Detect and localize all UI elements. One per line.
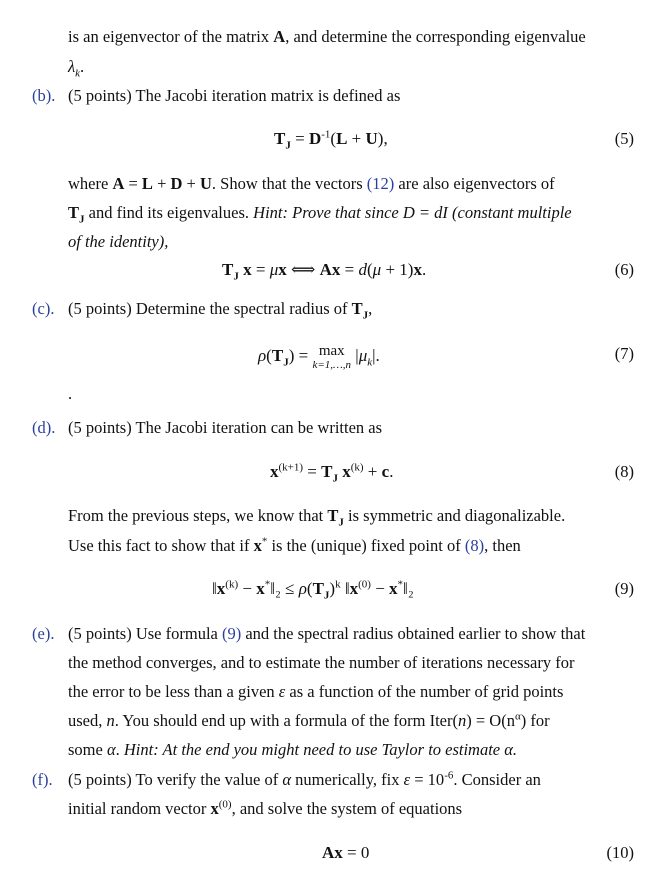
- equation-7-number: (7): [614, 344, 634, 363]
- intro-line-1: is an eigenvector of the matrix A, and determine the corresponding eigenvalue: [68, 27, 586, 46]
- part-e-line-4: used, n. You should end up with a formula of the form Iter(n) = $O(n^\alpha)$ for: [68, 710, 550, 730]
- equation-ref[interactable]: (12): [366, 174, 395, 193]
- equation-6-number: (6): [614, 260, 634, 279]
- equation-6: $T_J$ x = μx ⟺ Ax = d(μ + 1)x.: [222, 260, 427, 283]
- part-f-line-2: initial random vector $x^{(0)}$, and solve the system of equations: [68, 798, 463, 818]
- intro-line-2: $\lambda_k$.: [68, 57, 85, 80]
- part-f-line-1: (5 points) To verify the value of α numerically, fix $\varepsilon = 10^{-6}$. Consider an: [68, 769, 541, 789]
- equation-5: $T_J = D^{-1}(L + U)$,: [274, 128, 388, 152]
- part-e-label: (e).: [32, 624, 55, 643]
- equation-ref[interactable]: (9): [221, 624, 242, 643]
- part-b-label: (b).: [32, 86, 56, 105]
- part-d-text-b: Use this fact to show that if x* is the (unique) fixed point of (8), then: [68, 535, 521, 555]
- part-b-text-c: of the identity),: [68, 232, 169, 251]
- part-d-intro: (5 points) The Jacobi iteration can be written as: [68, 418, 383, 437]
- part-e-line-1: (5 points) Use formula (9) and the spectral radius obtained earlier to show that: [68, 624, 586, 643]
- part-b-intro: (5 points) The Jacobi iteration matrix is defined as: [68, 86, 401, 105]
- part-b-text-a: where A = L + D + U. Show that the vectors (12) are also eigenvectors of: [68, 174, 555, 193]
- equation-9-number: (9): [614, 579, 634, 598]
- equation-8-number: (8): [614, 462, 634, 481]
- equation-10: Ax = 0: [322, 843, 370, 862]
- stray-dot: .: [68, 384, 73, 403]
- equation-8: $x^{(k+1)} = T_J$ $x^{(k)} + c$.: [270, 461, 394, 485]
- part-d-label: (d).: [32, 418, 56, 437]
- equation-7: $\rho(T_J)$ = max k=1,…,n $|\mu_k|$.: [258, 343, 380, 371]
- part-c-intro: (5 points) Determine the spectral radius of $T_J$,: [68, 299, 373, 322]
- part-d-text-a: From the previous steps, we know that $T_J$ is symmetric and diagonalizable.: [68, 506, 566, 529]
- part-c-label: (c).: [32, 299, 55, 318]
- part-e-line-3: the error to be less than a given ε as a function of the number of grid points: [68, 682, 564, 701]
- equation-10-number: (10): [606, 843, 634, 862]
- part-e-line-2: the method converges, and to estimate the number of iterations necessary for: [68, 653, 575, 672]
- part-f-label: (f).: [32, 770, 53, 789]
- part-e-line-5: some α. Hint: At the end you might need to use Taylor to estimate α.: [68, 740, 518, 759]
- equation-ref[interactable]: (8): [464, 536, 485, 555]
- part-b-text-b: $T_J$ and find its eigenvalues. Hint: Prove that since D = dI (constant multiple: [68, 203, 572, 226]
- equation-5-number: (5): [614, 129, 634, 148]
- equation-9: $‖x^{(k)}$ − x*‖₂ ≤ $\rho(T_J)^k$ $‖x^{(0)}$ − x*‖₂: [212, 578, 414, 602]
